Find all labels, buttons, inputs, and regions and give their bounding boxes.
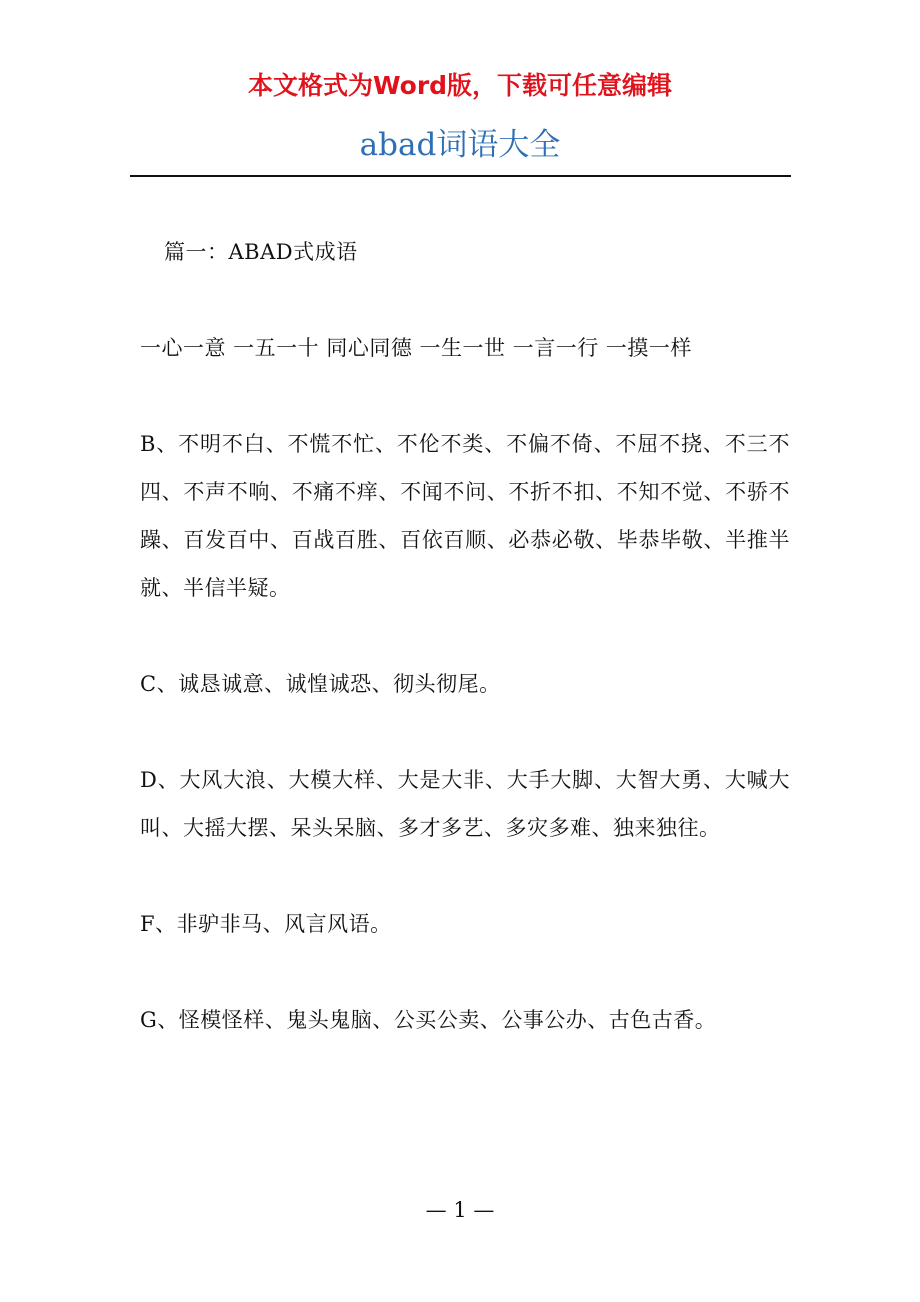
idiom-list-a: 一心一意 一五一十 同心同德 一生一世 一言一行 一摸一样 — [140, 336, 692, 360]
idiom-list-f: F、非驴非马、风言风语。 — [140, 912, 392, 936]
idiom-list-g: G、怪模怪样、鬼头鬼脑、公买公卖、公事公办、古色古香。 — [140, 1008, 717, 1032]
title-divider — [130, 175, 791, 177]
idiom-list-b: B、不明不白、不慌不忙、不伦不类、不偏不倚、不屈不挠、不三不四、不声不响、不痛不痒、不闻不问、不折不扣、不知不觉、不骄不躁、百发百中、百战百胜、百依百顺、必恭必敬、毕恭毕敬、半推半就、半信半疑。 — [140, 432, 790, 600]
page-number: — 1 — — [425, 1198, 495, 1222]
idiom-list-d: D、大风大浪、大模大样、大是大非、大手大脚、大智大勇、大喊大叫、大摇大摆、呆头呆脑、多才多艺、多灾多难、独来独往。 — [140, 768, 790, 840]
idiom-list-c: C、诚恳诚意、诚惶诚恐、彻头彻尾。 — [140, 672, 501, 696]
download-banner: 本文格式为Word版，下载可任意编辑 — [247, 71, 673, 100]
document-body — [140, 228, 790, 1092]
section-heading: 篇一：ABAD式成语 — [164, 240, 358, 264]
document-title: abad词语大全 — [359, 127, 561, 163]
